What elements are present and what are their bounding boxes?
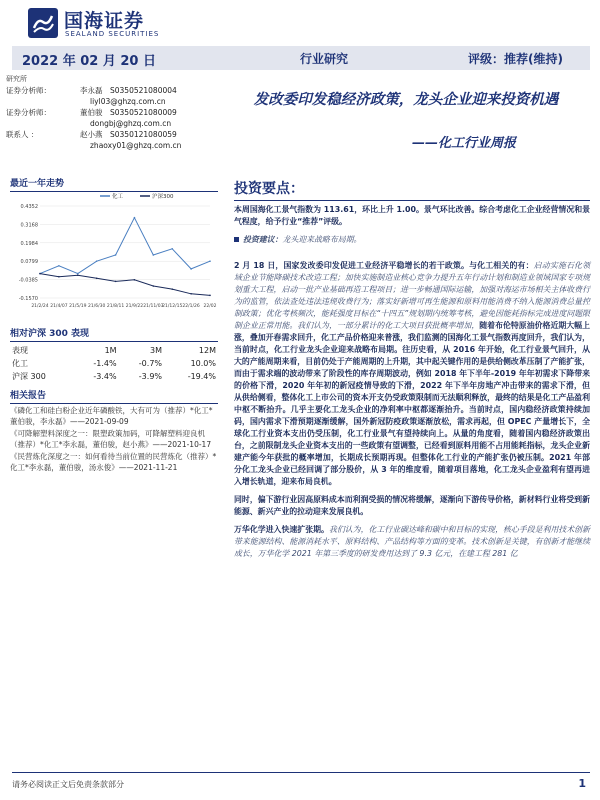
body-italic-text: 启动实施石化领域企业节能降碳技术改造工程；加快实施制造业核心竞争力提升五年行动计划和制造业领域国家专项规划重大工程，启动一批产业基础再造工程项目；进一步畅通国际运输，加强对海运市场相关主体收费行为的监管，依法查处违法违规收费行为；落实好新增可再生能源和原料用能消费不纳入能源消费总量控制政策；优化考核频次，能耗强度目标在“十四五”规划期内统筹考核，避免因能耗指标完成进度问题限制企业正常用能。 (234, 261, 590, 330)
series-line-chemical (40, 218, 210, 274)
y-tick-label: 0.4352 (20, 204, 38, 210)
analyst-name: 赵小燕 (80, 130, 103, 139)
x-tick-label: 21/6/30 (87, 304, 106, 309)
table-header-row (10, 344, 218, 357)
analyst-row (6, 129, 226, 140)
x-tick-label: 22/1/26 (182, 304, 200, 309)
table-header-cell: 12M (198, 346, 216, 355)
table-cell: -1.4% (93, 359, 117, 368)
body-paragraph (234, 260, 590, 488)
report-rating: 评级：推荐(维持) (468, 52, 563, 66)
relative-performance-title: 相对沪深 300 表现 (10, 326, 218, 342)
analyst-id: S0350521080009 (110, 108, 177, 117)
analyst-email[interactable]: zhaoxy01@ghzq.com.cn (90, 141, 182, 150)
related-reports-title: 相关报告 (10, 388, 218, 404)
table-row (10, 357, 218, 370)
table-row (10, 370, 218, 383)
header-bar (12, 46, 590, 70)
data-point (171, 248, 173, 250)
report-title: 发改委印发稳经济政策，龙头企业迎来投资机遇 (253, 92, 559, 108)
report-date: 2022 年 02 月 20 日 (22, 54, 156, 69)
investment-suggestion (234, 234, 590, 246)
data-point (209, 295, 211, 297)
relative-performance-block (10, 326, 218, 383)
legend-label: 化工 (112, 194, 124, 200)
trend-chart (10, 190, 218, 332)
data-point (115, 281, 117, 283)
suggestion-label: 投资建议： (243, 235, 283, 244)
x-tick-label: 21/11/03 (143, 304, 164, 309)
report-type: 行业研究 (300, 52, 349, 66)
table-cell: -19.4% (187, 372, 216, 381)
analyst-block (6, 74, 226, 151)
page-footer (12, 772, 590, 796)
table-header-cell: 3M (150, 346, 163, 355)
table-header-cell: 表现 (12, 346, 28, 355)
legend-label: 沪深300 (152, 194, 174, 200)
table-cell: -0.7% (138, 359, 163, 368)
data-point (153, 254, 155, 256)
related-report-item[interactable]: 《民营炼化深度之一：如何看待当前位置的民营炼化（推荐）*化工*李永磊，董伯骏，汤永俊》——2021-11-21 (10, 452, 217, 472)
body-text: 我们认为，一部分累计的化工大项目获批概率增加， (297, 321, 480, 330)
data-point (77, 274, 79, 276)
data-point (134, 217, 136, 219)
body-text: 往历史看，从 2016 年开始，化工行业景气回升，从大的产能周期来看，目前仍处于产能周期的上升期，其中起关键作用的是供给侧改革压制了产能扩张，而由于需求端的波动带来了阶段性的库存周期波动，例如 2018 年下半年-2019 年年初需求下降带来的价格下滑，2020 年年初的新冠疫情导致的下滑，2022 年下半年房地产冲击带来的需求下滑，但从供给侧看，整体化工上市公司的资本开支仍受政策限制而无法顺利释放，最终的结果是化工产品盈利中枢不断抬升。几乎主要化工龙头企业的净利率中枢都逐渐抬升。当前时点，国内稳经济政策持续加码，国内需求下滑预期逐渐缓解，国外新冠防疫政策逐渐放松，需求再起，但 OPEC 产量增长下，全球化工行业资本支出仍受压制，化工行业景气有望持续向上。从量的角度看，随着国内稳经济政策出台，之前限制龙头企业资本支出的一些政策有望调整，已经看到原料用能不占用能耗指标，龙头企业新建产能今年获批的概率增加，长期成长预期再现。但整体化工行业的产能扩张仍被压制。2021 年部分化工龙头企业已经回调了部分股价，从 3 年的维度看，随着项目落地，化工龙头企业盈利有望再进入增长轨道，迎来布局良机。 (234, 345, 590, 486)
sealand-logo-icon (28, 8, 58, 38)
x-tick-label: 21/5/19 (69, 304, 87, 309)
table-header-cell: 1M (104, 346, 117, 355)
x-tick-label: 21/9/22 (125, 304, 144, 309)
data-point (39, 273, 41, 275)
body-paragraph: 本周国海化工景气指数为 113.61，环比上升 1.00。景气环比改善。综合考虑化工企业经营情况和景气程度，给予行业“推荐”评级。 (234, 205, 590, 226)
research-institute-label: 研究所 (6, 75, 27, 83)
data-point (58, 265, 60, 267)
investment-points-heading: 投资要点： (234, 178, 590, 201)
x-tick-label: 21/8/11 (106, 304, 125, 309)
data-point (96, 260, 98, 262)
y-tick-label: 0.3168 (20, 222, 38, 229)
y-tick-label: -0.1570 (18, 296, 38, 302)
analyst-row (6, 107, 226, 118)
body-bold-text: 随着布伦特原油价格近期大幅上涨，叠加开春需求回升，化工产品价格迎来普涨，我们监测的国海化工景气指数再度回升，我们认为，当前时点，化工行业龙头企业迎来战略布局期。 (234, 321, 590, 354)
body-bold-text: 2 月 18 日，国家发改委印发促进工业经济平稳增长的若干政策。与化工相关的有： (234, 261, 534, 270)
analyst-email[interactable]: dongbj@ghzq.com.cn (90, 119, 172, 128)
data-point (171, 288, 173, 290)
report-subtitle: ——化工行业周报 (411, 136, 516, 151)
table-cell: 化工 (12, 359, 28, 368)
related-report-item[interactable]: 《可降解塑料深度之一：限塑政策加码，可降解塑料迎良机（推荐）*化工*李永磊，董伯骏，赵小燕》——2021-10-17 (10, 429, 212, 449)
body-paragraph: 同时，偏下游行业因高原料成本而利润受损的情况将缓解，逐渐向下游传导价格，新材料行业将受到新能源、新兴产业的拉动迎来发展良机。 (234, 495, 590, 516)
body-text: 我们认为，化工行业碳达峰和碳中和目标的实现，核心手段是利用技术创新带来能源结构、能源消耗水平、原料结构、产品结构等方面的变革。技术创新是关键，有创新才能继续成长，万华化学 2021 年第三季度的研发费用达到了 9.3 亿元，在建工程 281 亿 (234, 525, 590, 558)
table-cell: -3.9% (138, 372, 163, 381)
table-cell: 10.0% (190, 359, 216, 368)
y-tick-label: -0.0385 (18, 277, 38, 284)
report-body (234, 204, 590, 566)
data-point (190, 293, 192, 295)
footer-disclaimer: 请务必阅读正文后免责条款部分 (12, 780, 124, 789)
trend-chart-title: 最近一年走势 (10, 176, 218, 192)
analyst-row (6, 85, 226, 96)
analyst-role: 证券分析师： (6, 108, 51, 117)
analyst-name: 李永磊 (80, 86, 103, 95)
x-tick-label: 21/2/24 (31, 304, 49, 309)
data-point (58, 276, 60, 278)
analyst-role: 证券分析师： (6, 86, 51, 95)
y-tick-label: 0.1984 (20, 240, 38, 247)
table-cell: -3.4% (93, 372, 117, 381)
relative-performance-table (10, 344, 218, 383)
x-tick-label: 21/12/15 (162, 304, 183, 309)
trend-chart-block (10, 176, 218, 318)
series-line-csi300 (40, 274, 210, 296)
logo-chinese-name: 国海证券 (64, 10, 145, 32)
analyst-email[interactable]: liyl03@ghzq.com.cn (90, 97, 166, 106)
analyst-id: S0350521080004 (110, 86, 177, 95)
analyst-id: S0350121080059 (110, 130, 177, 139)
x-tick-label: 22/02 (203, 304, 217, 309)
table-cell: 沪深 300 (12, 372, 46, 381)
data-point (77, 273, 79, 275)
related-report-item[interactable]: 《磷化工和硅白粉企业近年磷酸铁，大有可为（推荐）*化工*董伯骏，李永磊》——2021-09-09 (10, 406, 213, 426)
data-point (190, 268, 192, 270)
body-bold-text: 万华化学进入快速扩张期。 (234, 525, 329, 534)
body-paragraph (234, 524, 590, 560)
analyst-name: 董伯骏 (80, 108, 103, 117)
data-point (134, 279, 136, 281)
logo-english-name: SEALAND SECURITIES (65, 30, 160, 38)
analyst-role: 联系人 ： (6, 130, 39, 139)
x-tick-label: 21/4/07 (50, 304, 68, 309)
data-point (115, 254, 117, 256)
data-point (153, 285, 155, 287)
square-bullet-icon (234, 237, 239, 242)
suggestion-text: 龙头迎来战略布局期。 (282, 235, 362, 244)
related-reports-block (10, 388, 218, 473)
page-number: 1 (578, 777, 586, 790)
company-logo (28, 6, 188, 42)
y-tick-label: 0.0799 (20, 259, 38, 266)
data-point (96, 277, 98, 279)
data-point (209, 260, 211, 262)
